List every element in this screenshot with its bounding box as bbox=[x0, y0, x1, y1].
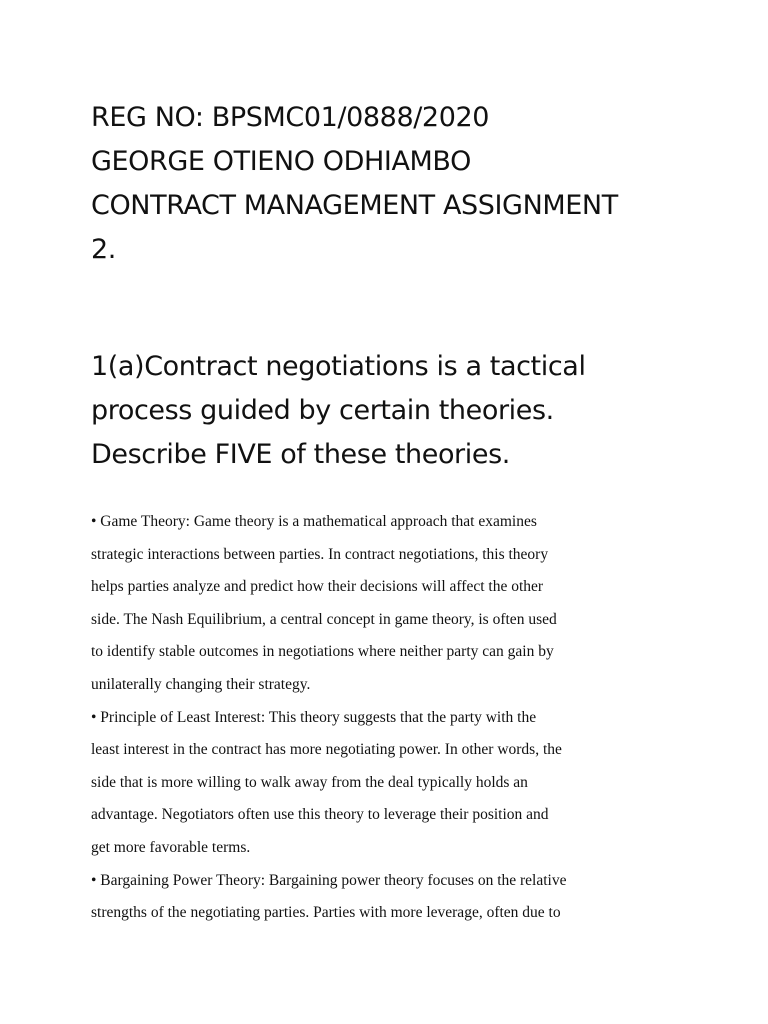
student-name-line: GEORGE OTIENO ODHIAMBO bbox=[91, 146, 471, 177]
body-line: • Game Theory: Game theory is a mathematical approach that examines bbox=[91, 513, 537, 530]
question-heading bbox=[91, 345, 731, 477]
body-line: unilaterally changing their strategy. bbox=[91, 675, 311, 693]
reg-no-line: REG NO: BPSMC01/0888/2020 bbox=[91, 102, 490, 133]
body-line: least interest in the contract has more negotiating power. In other words, the bbox=[91, 741, 562, 759]
body-line: advantage. Negotiators often use this theory to leverage their position and bbox=[91, 806, 549, 824]
document-header bbox=[91, 96, 731, 272]
question-line: 1(a)Contract negotiations is a tactical bbox=[91, 351, 586, 382]
body-line: side that is more willing to walk away from the deal typically holds an bbox=[91, 773, 528, 791]
body-line: side. The Nash Equilibrium, a central concept in game theory, is often used bbox=[91, 610, 557, 628]
body-line: get more favorable terms. bbox=[91, 838, 251, 856]
body-line: strategic interactions between parties. In contract negotiations, this theory bbox=[91, 545, 549, 563]
question-line: process guided by certain theories. bbox=[91, 395, 554, 426]
question-line: Describe FIVE of these theories. bbox=[91, 439, 510, 470]
answer-body bbox=[91, 506, 651, 930]
body-line: helps parties analyze and predict how their decisions will affect the other bbox=[91, 578, 544, 596]
assignment-title-line: CONTRACT MANAGEMENT ASSIGNMENT bbox=[91, 190, 618, 221]
body-line: • Bargaining Power Theory: Bargaining power theory focuses on the relative bbox=[91, 871, 567, 889]
body-line: • Principle of Least Interest: This theory suggests that the party with the bbox=[91, 708, 537, 726]
assignment-number-line: 2. bbox=[91, 234, 116, 265]
body-line: strengths of the negotiating parties. Parties with more leverage, often due to bbox=[91, 904, 561, 922]
body-line: to identify stable outcomes in negotiations where neither party can gain by bbox=[91, 643, 554, 661]
